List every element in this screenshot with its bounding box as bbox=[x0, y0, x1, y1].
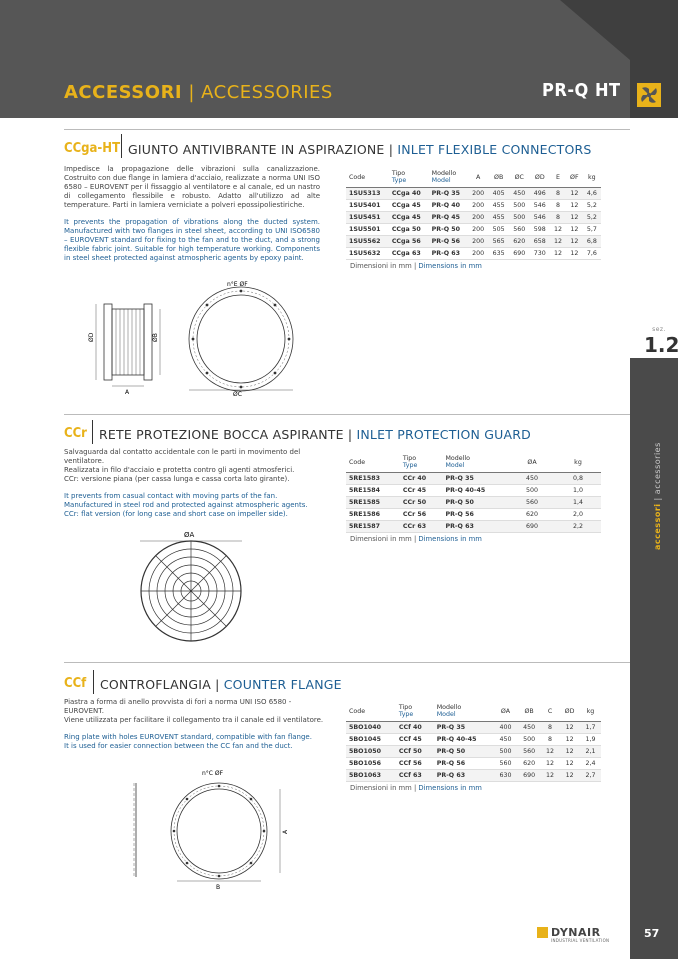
section-prefix: sez. bbox=[652, 326, 666, 333]
table-cell: 560 bbox=[509, 497, 555, 509]
table-cell: 450 bbox=[494, 734, 518, 746]
brand-name: DYNAIR bbox=[551, 926, 601, 939]
table-cell: PR-Q 35 bbox=[429, 188, 468, 200]
col-header: ØF bbox=[566, 167, 583, 188]
table-cell: 1SU5401 bbox=[346, 200, 389, 212]
col-header: Modello Model bbox=[429, 167, 468, 188]
section-divider bbox=[64, 414, 630, 415]
table-row bbox=[346, 770, 601, 782]
table-cell: 690 bbox=[509, 521, 555, 533]
table-cell: PR-Q 50 bbox=[434, 746, 494, 758]
table-cell: 450 bbox=[509, 188, 530, 200]
table-cell: 560 bbox=[494, 758, 518, 770]
sidebar-vertical-label bbox=[641, 440, 662, 550]
table-cell: 658 bbox=[530, 236, 551, 248]
section-title-en: INLET FLEXIBLE CONNECTORS bbox=[397, 142, 592, 157]
table-cell: 200 bbox=[468, 188, 489, 200]
table-cell: 2,2 bbox=[555, 521, 601, 533]
table-row bbox=[346, 509, 601, 521]
table-cell: 560 bbox=[517, 746, 541, 758]
dimensions-note: Dimensioni in mm | Dimensions in mm bbox=[350, 535, 482, 543]
col-header: Tipo Type bbox=[396, 701, 434, 722]
table-cell: 500 bbox=[509, 485, 555, 497]
table-cell: 12 bbox=[550, 248, 566, 260]
col-header: ØC bbox=[509, 167, 530, 188]
table-cell: CCr 63 bbox=[400, 521, 443, 533]
table-cell: 5RE1587 bbox=[346, 521, 400, 533]
section-title-separator: | bbox=[347, 427, 353, 442]
page-title-separator: | bbox=[188, 82, 195, 103]
table-cell: 8 bbox=[550, 200, 566, 212]
table-cell: PR-Q 63 bbox=[442, 521, 509, 533]
section-title-en: INLET PROTECTION GUARD bbox=[356, 427, 531, 442]
col-header: kg bbox=[580, 701, 601, 722]
section-description bbox=[64, 165, 320, 263]
section-title-separator: | bbox=[215, 677, 220, 692]
table-cell: 200 bbox=[468, 236, 489, 248]
col-header: kg bbox=[555, 452, 601, 473]
label-a: A bbox=[125, 389, 130, 396]
table-cell: 0,8 bbox=[555, 473, 601, 485]
table-cell: 12 bbox=[541, 758, 559, 770]
section-description: Salvaguarda dal contatto accidentale con le parti in movimento del ventilatore. Realizzata in filo d'acciaio e protetta contro gli agenti atmosferici. CCr: versione piana (per cassa lunga e cassa corta lato girante). It prevents from casual contact with moving parts of the fan. Manufactured in steel rod and protected against atmospheric agents. CCr: flat version (for long case and short case on impeller side). bbox=[64, 448, 308, 518]
table-cell: PR-Q 40-45 bbox=[434, 734, 494, 746]
flange-ring-outer bbox=[171, 783, 267, 879]
table-cell: 2,0 bbox=[555, 509, 601, 521]
table-body bbox=[346, 722, 601, 782]
page-title-en: ACCESSORIES bbox=[201, 82, 333, 103]
section-divider bbox=[64, 129, 630, 130]
section-title-bar bbox=[93, 670, 94, 694]
table-cell: 12 bbox=[566, 236, 583, 248]
section-title-it: CONTROFLANGIA bbox=[100, 677, 211, 692]
guard-drawing bbox=[130, 525, 260, 645]
col-header: kg bbox=[583, 167, 601, 188]
table-cell: 5BO1040 bbox=[346, 722, 396, 734]
table-cell: 5,2 bbox=[583, 212, 601, 224]
col-header: ØD bbox=[530, 167, 551, 188]
table-cell: 5BO1063 bbox=[346, 770, 396, 782]
label-d: ØD bbox=[88, 332, 95, 342]
table-cell: PR-Q 35 bbox=[434, 722, 494, 734]
table-cell: 1,4 bbox=[555, 497, 601, 509]
table-cell: 455 bbox=[488, 200, 509, 212]
table-cell: PR-Q 63 bbox=[429, 248, 468, 260]
table-cell: CCf 45 bbox=[396, 734, 434, 746]
table-cell: 12 bbox=[559, 734, 580, 746]
table-cell: 1,0 bbox=[555, 485, 601, 497]
table-cell: 2,1 bbox=[580, 746, 601, 758]
col-header: Modello Model bbox=[434, 701, 494, 722]
section-code: CCr bbox=[64, 426, 87, 441]
table-cell: 690 bbox=[509, 248, 530, 260]
table-cell: 200 bbox=[468, 212, 489, 224]
col-header: ØA bbox=[509, 452, 555, 473]
table-cell: 630 bbox=[494, 770, 518, 782]
table-cell: 5RE1586 bbox=[346, 509, 400, 521]
table-row bbox=[346, 188, 601, 200]
table-cell: PR-Q 63 bbox=[434, 770, 494, 782]
table-cell: 450 bbox=[509, 473, 555, 485]
table-row bbox=[346, 758, 601, 770]
col-header: ØA bbox=[494, 701, 518, 722]
table-row bbox=[346, 473, 601, 485]
col-header: ØD bbox=[559, 701, 580, 722]
counter-flange-drawing bbox=[120, 765, 300, 890]
label-b: B bbox=[216, 884, 221, 891]
table-row bbox=[346, 224, 601, 236]
table-cell: 5BO1050 bbox=[346, 746, 396, 758]
table-body bbox=[346, 473, 601, 533]
section-title bbox=[99, 427, 531, 442]
flange-right-outline bbox=[144, 304, 152, 380]
table-row bbox=[346, 485, 601, 497]
description-en: It prevents the propagation of vibrations along the ducted system. Manufactured with two flanges in steel sheet, according to UNI ISO6580 – EUROVENT standard for fixing to the fan and to the duct, and a strong flexible fabric joint. Suitable for high temperature working. Components in steel sheet protected against atmospheric agents by epoxy paint. bbox=[64, 218, 320, 262]
table-cell: 5RE1584 bbox=[346, 485, 400, 497]
col-header: E bbox=[550, 167, 566, 188]
table-cell: PR-Q 50 bbox=[442, 497, 509, 509]
flange-inner-circle bbox=[197, 295, 285, 383]
model-name: PR-Q HT bbox=[542, 80, 621, 101]
table-cell: 12 bbox=[550, 224, 566, 236]
label-a: ØA bbox=[184, 531, 195, 539]
col-header: Code bbox=[346, 167, 389, 188]
col-header: Tipo Type bbox=[389, 167, 429, 188]
table-cell: 12 bbox=[541, 746, 559, 758]
table-cell: 496 bbox=[530, 188, 551, 200]
spec-table bbox=[346, 167, 601, 260]
table-cell: 598 bbox=[530, 224, 551, 236]
table-cell: 546 bbox=[530, 200, 551, 212]
table-cell: 500 bbox=[517, 734, 541, 746]
table-cell: 400 bbox=[494, 722, 518, 734]
flange-left-outline bbox=[104, 304, 112, 380]
table-row bbox=[346, 497, 601, 509]
table-cell: 5,2 bbox=[583, 200, 601, 212]
label-b: ØB bbox=[152, 333, 159, 342]
table-cell: 620 bbox=[509, 509, 555, 521]
table-cell: CCf 56 bbox=[396, 758, 434, 770]
table-row bbox=[346, 734, 601, 746]
section-title bbox=[100, 677, 342, 692]
table-cell: 12 bbox=[559, 746, 580, 758]
table-cell: 620 bbox=[509, 236, 530, 248]
table-cell: 2,7 bbox=[580, 770, 601, 782]
table-cell: CCr 45 bbox=[400, 485, 443, 497]
table-cell: 5BO1056 bbox=[346, 758, 396, 770]
section-minor: 2 bbox=[665, 333, 679, 357]
table-cell: 546 bbox=[530, 212, 551, 224]
table-cell: 1,9 bbox=[580, 734, 601, 746]
table-cell: 405 bbox=[488, 188, 509, 200]
table-row bbox=[346, 200, 601, 212]
table-cell: 635 bbox=[488, 248, 509, 260]
table-cell: 12 bbox=[566, 248, 583, 260]
table-cell: PR-Q 56 bbox=[434, 758, 494, 770]
section-title-it: RETE PROTEZIONE BOCCA ASPIRANTE bbox=[99, 427, 344, 442]
spec-table bbox=[346, 701, 601, 782]
label-c: ØC bbox=[233, 391, 242, 398]
fan-logo-icon bbox=[637, 83, 661, 107]
table-cell: 1SU5562 bbox=[346, 236, 389, 248]
label-holes: n°C ØF bbox=[202, 770, 224, 777]
col-header: C bbox=[541, 701, 559, 722]
table-cell: PR-Q 35 bbox=[442, 473, 509, 485]
table-cell: 8 bbox=[550, 188, 566, 200]
description-it: Impedisce la propagazione delle vibrazioni sulla canalizzazione. Costruito con due flange in lamiera d'acciaio, realizzate a norma UNI ISO 6580 – EUROVENT per il fissaggio al ventilatore e al canale, ed un nastro di collegamento flessibile e robusto. Adatto all'utilizzo ad alte temperature. Parti in lamiera verniciate a polveri epossipoliestiriche. bbox=[64, 165, 320, 209]
table-cell: 12 bbox=[566, 188, 583, 200]
table-cell: 6,8 bbox=[583, 236, 601, 248]
table-cell: 8 bbox=[550, 212, 566, 224]
table-row bbox=[346, 722, 601, 734]
page-title bbox=[64, 82, 333, 103]
table-cell: 1SU5501 bbox=[346, 224, 389, 236]
section-divider bbox=[64, 662, 630, 663]
table-cell: 4,6 bbox=[583, 188, 601, 200]
page-title-it: ACCESSORI bbox=[64, 82, 183, 103]
table-body bbox=[346, 188, 601, 260]
table-cell: 12 bbox=[559, 722, 580, 734]
table-cell: CCga 63 bbox=[389, 248, 429, 260]
table-cell: PR-Q 40-45 bbox=[442, 485, 509, 497]
table-cell: 500 bbox=[509, 212, 530, 224]
table-cell: 12 bbox=[559, 770, 580, 782]
section-description: Piastra a forma di anello provvista di fori a norma UNI ISO 6580 - EUROVENT. Viene utilizzata per facilitare il collegamento tra il canale ed il ventilatore. Ring plate with holes EUROVENT standard, compatible with fan flange. It is used for easier connection between the CC fan and the duct. bbox=[64, 698, 324, 750]
table-cell: 5,7 bbox=[583, 224, 601, 236]
flange-ring-inner bbox=[177, 789, 261, 873]
table-cell: CCf 50 bbox=[396, 746, 434, 758]
table-cell: 1SU5451 bbox=[346, 212, 389, 224]
sidebar-vertical-en: accessories bbox=[653, 442, 662, 495]
table-cell: 1,7 bbox=[580, 722, 601, 734]
table-cell: 8 bbox=[541, 722, 559, 734]
table-cell: 565 bbox=[488, 236, 509, 248]
table-cell: CCf 63 bbox=[396, 770, 434, 782]
table-cell: 690 bbox=[517, 770, 541, 782]
table-cell: 1SU5632 bbox=[346, 248, 389, 260]
table-cell: 5RE1583 bbox=[346, 473, 400, 485]
table-cell: 1SU5313 bbox=[346, 188, 389, 200]
dimensions-note: Dimensioni in mm | Dimensions in mm bbox=[350, 262, 482, 270]
table-cell: 450 bbox=[517, 722, 541, 734]
dimensions-note: Dimensioni in mm | Dimensions in mm bbox=[350, 784, 482, 792]
table-cell: 12 bbox=[566, 200, 583, 212]
table-cell: CCr 56 bbox=[400, 509, 443, 521]
table-cell: 8 bbox=[541, 734, 559, 746]
col-header: ØB bbox=[517, 701, 541, 722]
table-row bbox=[346, 746, 601, 758]
brand-logo bbox=[537, 926, 617, 942]
table-cell: CCga 50 bbox=[389, 224, 429, 236]
section-major: 1. bbox=[644, 333, 666, 357]
table-cell: 505 bbox=[488, 224, 509, 236]
table-cell: 5BO1045 bbox=[346, 734, 396, 746]
table-cell: PR-Q 45 bbox=[429, 212, 468, 224]
table-cell: PR-Q 40 bbox=[429, 200, 468, 212]
table-cell: 12 bbox=[566, 212, 583, 224]
page-number: 57 bbox=[644, 927, 660, 940]
table-cell: 200 bbox=[468, 224, 489, 236]
table-cell: 12 bbox=[541, 770, 559, 782]
col-header: A bbox=[468, 167, 489, 188]
table-cell: 455 bbox=[488, 212, 509, 224]
table-cell: CCf 40 bbox=[396, 722, 434, 734]
table-cell: CCga 45 bbox=[389, 200, 429, 212]
section-title-separator: | bbox=[388, 142, 394, 157]
table-cell: 200 bbox=[468, 200, 489, 212]
section-code: CCf bbox=[64, 676, 87, 691]
table-cell: PR-Q 56 bbox=[442, 509, 509, 521]
col-header: ØB bbox=[488, 167, 509, 188]
table-cell: 2,4 bbox=[580, 758, 601, 770]
table-row bbox=[346, 248, 601, 260]
section-title-it: GIUNTO ANTIVIBRANTE IN ASPIRAZIONE bbox=[128, 142, 385, 157]
sidebar-upper bbox=[630, 118, 678, 358]
table-cell: 620 bbox=[517, 758, 541, 770]
table-cell: CCr 50 bbox=[400, 497, 443, 509]
spec-table bbox=[346, 452, 601, 533]
section-title-bar bbox=[92, 420, 93, 444]
table-cell: PR-Q 56 bbox=[429, 236, 468, 248]
section-title bbox=[128, 142, 592, 157]
label-holes: n°E ØF bbox=[227, 281, 248, 288]
table-cell: PR-Q 50 bbox=[429, 224, 468, 236]
sidebar-vertical-it: accessori bbox=[653, 503, 662, 550]
table-cell: 500 bbox=[509, 200, 530, 212]
table-cell: CCga 45 bbox=[389, 212, 429, 224]
table-cell: 12 bbox=[566, 224, 583, 236]
col-header: Modello Model bbox=[442, 452, 509, 473]
connector-drawing bbox=[84, 282, 304, 397]
table-cell: 5RE1585 bbox=[346, 497, 400, 509]
brand-subtitle: INDUSTRIAL VENTILATION bbox=[551, 938, 610, 943]
table-cell: 12 bbox=[559, 758, 580, 770]
table-row bbox=[346, 236, 601, 248]
table-cell: 200 bbox=[468, 248, 489, 260]
label-a: A bbox=[282, 829, 289, 834]
col-header: Tipo Type bbox=[400, 452, 443, 473]
section-title-en: COUNTER FLANGE bbox=[223, 677, 342, 692]
table-cell: CCr 40 bbox=[400, 473, 443, 485]
brand-mark-icon bbox=[537, 927, 548, 938]
table-cell: 560 bbox=[509, 224, 530, 236]
table-row bbox=[346, 212, 601, 224]
table-cell: CCga 40 bbox=[389, 188, 429, 200]
col-header: Code bbox=[346, 452, 400, 473]
table-cell: 12 bbox=[550, 236, 566, 248]
flange-outer-circle bbox=[189, 287, 293, 391]
table-cell: CCga 56 bbox=[389, 236, 429, 248]
section-title-bar bbox=[121, 134, 122, 158]
table-cell: 7,6 bbox=[583, 248, 601, 260]
col-header: Code bbox=[346, 701, 396, 722]
section-code: CCga-HT bbox=[64, 141, 121, 156]
table-cell: 730 bbox=[530, 248, 551, 260]
section-number bbox=[644, 326, 679, 357]
table-cell: 500 bbox=[494, 746, 518, 758]
sidebar-vertical-sep: | bbox=[653, 497, 662, 501]
table-row bbox=[346, 521, 601, 533]
